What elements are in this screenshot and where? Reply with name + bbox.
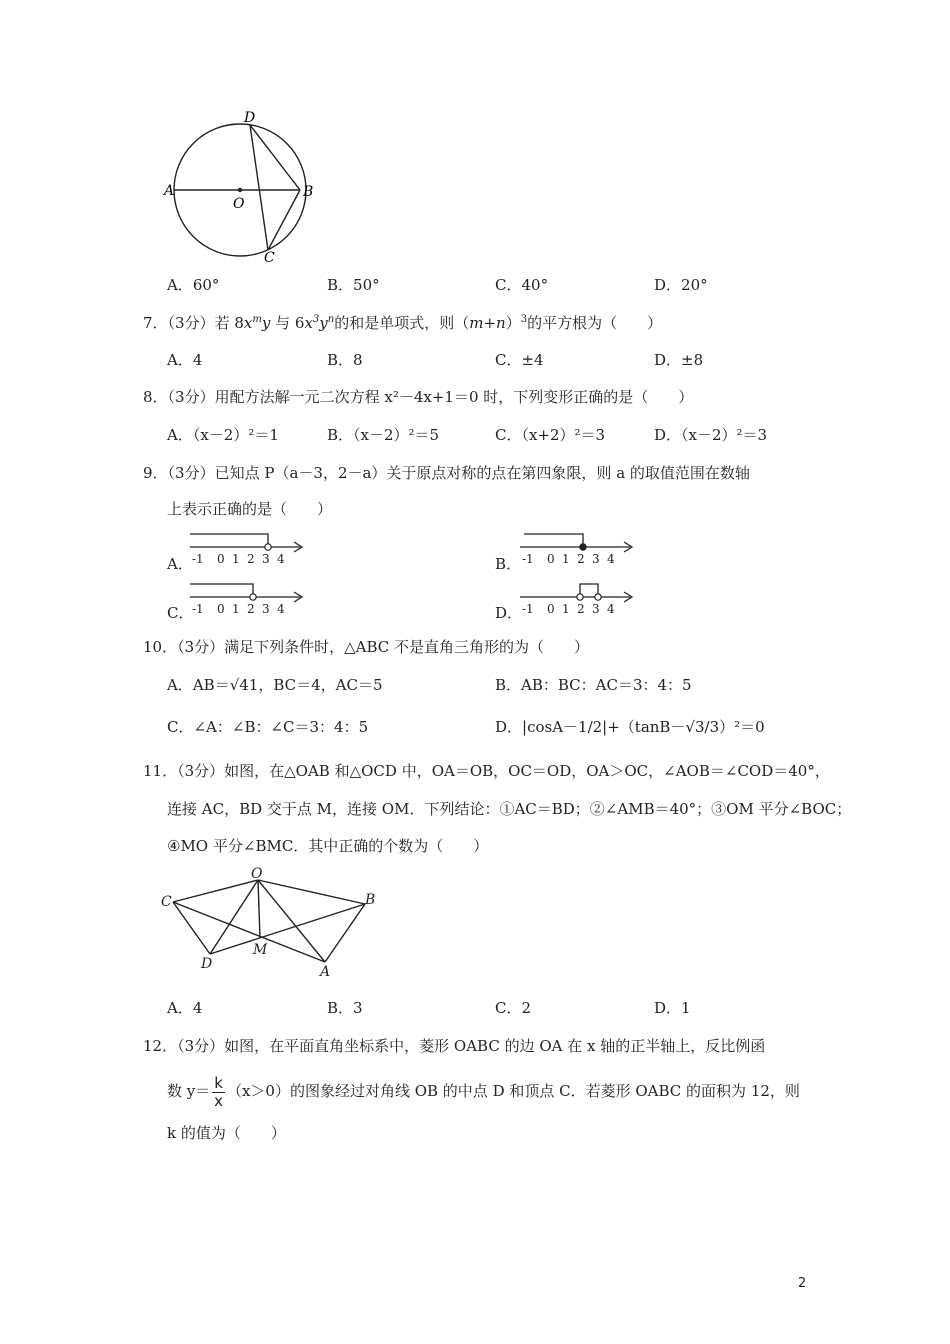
q9-stem-line1: 9．（3分）已知点 P（a－3，2－a）关于原点对称的点在第四象限，则 a 的取值范围在数轴 — [143, 464, 750, 482]
svg-text:3: 3 — [262, 602, 270, 616]
choice-a[interactable]: A．4 — [167, 351, 203, 369]
svg-text:4: 4 — [277, 552, 285, 566]
svg-text:-1: -1 — [522, 552, 534, 566]
label-D: D — [244, 110, 256, 126]
q7-stem: 7．（3分）若 $8x^my$ 与 $6x^3y^n$的和是单项式，则$(m+n)^3$的平方根为（ ） — [143, 314, 663, 332]
choice-c[interactable]: C．±4 — [495, 351, 544, 369]
svg-text:-1: -1 — [192, 552, 204, 566]
question-points: （3分） — [167, 464, 215, 482]
label-A: A — [320, 964, 331, 980]
choice-b[interactable]: B．3 — [327, 999, 363, 1017]
question-number: 12． — [143, 1037, 178, 1055]
choice-c[interactable]: C．2 — [495, 999, 532, 1017]
q11-stem-line1: 11．（3分）如图，在△OAB 和△OCD 中，OA＝OB，OC＝OD，OA＞OC，∠AOB＝∠COD＝40°， — [143, 762, 830, 780]
choice-b[interactable]: B．50° — [327, 276, 380, 294]
fraction: $\frac{k}{x}$ — [214, 1074, 224, 1110]
svg-text:4: 4 — [607, 552, 615, 566]
q8-stem — [143, 386, 693, 407]
choice-d[interactable]: D．|cosA－1/2|+（tanB－√3/3）²＝0 — [495, 718, 765, 736]
question-text: 满足下列条件时，△ABC 不是直角三角形的为（ ） — [224, 638, 590, 656]
page-number: 2 — [798, 1276, 807, 1291]
svg-text:2: 2 — [577, 552, 585, 566]
question-number: 7． — [143, 314, 168, 332]
svg-text:3: 3 — [592, 602, 600, 616]
number-line-b[interactable] — [516, 526, 641, 566]
choice-b[interactable]: B．（x－2）²＝5 — [327, 426, 440, 444]
svg-text:2: 2 — [577, 602, 585, 616]
label-D: D — [201, 956, 213, 972]
svg-text:-1: -1 — [522, 602, 534, 616]
choice-b[interactable]: B．8 — [327, 351, 363, 369]
q9-stem-line2: 上表示正确的是（ ） — [167, 500, 333, 518]
question-points: （3分） — [167, 314, 215, 332]
q9-choice-c-label[interactable]: C． — [167, 604, 194, 622]
svg-text:4: 4 — [607, 602, 615, 616]
number-line-c[interactable] — [186, 576, 311, 616]
choice-a[interactable]: A．（x－2）²＝1 — [167, 426, 279, 444]
svg-text:1: 1 — [562, 602, 570, 616]
question-points: （3分） — [177, 638, 225, 656]
q10-stem — [143, 636, 589, 657]
svg-text:3: 3 — [592, 552, 600, 566]
triangles-figure — [155, 862, 385, 982]
q12-stem-line3: k 的值为（ ） — [167, 1124, 286, 1142]
label-O: O — [233, 196, 245, 212]
svg-text:-1: -1 — [192, 602, 204, 616]
svg-text:1: 1 — [232, 602, 240, 616]
question-number: 8． — [143, 388, 168, 406]
choice-d[interactable]: D．20° — [654, 276, 708, 294]
svg-text:0: 0 — [547, 552, 555, 566]
chord-bc — [268, 190, 300, 250]
question-text: 用配方法解一元二次方程 x²－4x+1＝0 时，下列变形正确的是（ ） — [214, 388, 694, 406]
choice-d[interactable]: D．1 — [654, 999, 691, 1017]
choice-c[interactable]: C．（x+2）²＝3 — [495, 426, 606, 444]
choice-a[interactable]: A．4 — [167, 999, 203, 1017]
svg-text:1: 1 — [562, 552, 570, 566]
label-C: C — [264, 250, 275, 266]
q11-stem-line2: 连接 AC，BD 交于点 M，连接 OM．下列结论：①AC＝BD；②∠AMB＝40°；③OM 平分∠BOC； — [167, 800, 852, 818]
choice-b[interactable]: B．AB：BC：AC＝3：4：5 — [495, 676, 692, 694]
q12-stem-line1: 12．（3分）如图，在平面直角坐标系中，菱形 OABC 的边 OA 在 x 轴的正半轴上，反比例函 — [143, 1037, 766, 1055]
choice-d[interactable]: D．±8 — [654, 351, 704, 369]
question-number: 11． — [143, 762, 178, 780]
center-point — [238, 188, 242, 192]
choice-a[interactable]: A．60° — [167, 276, 220, 294]
label-A: A — [164, 183, 175, 199]
question-points: （3分） — [177, 1037, 225, 1055]
svg-text:1: 1 — [232, 552, 240, 566]
label-O: O — [251, 866, 263, 882]
label-B: B — [303, 184, 314, 200]
question-points: （3分） — [167, 388, 215, 406]
q12-stem-line2: 数 y＝ $\frac{k}{x}$ （x＞0）的图象经过对角线 OB 的中点 D 和顶点 C．若菱形 OABC 的面积为 12，则 — [167, 1074, 800, 1110]
number-line-a[interactable] — [186, 526, 311, 566]
q9-choice-d-label[interactable]: D． — [495, 604, 523, 622]
label-M: M — [253, 942, 268, 958]
choice-a[interactable]: A．AB＝√41，BC＝4，AC＝5 — [167, 676, 383, 694]
number-line-d[interactable] — [516, 576, 641, 616]
question-points: （3分） — [177, 762, 225, 780]
q11-stem-line3: ④MO 平分∠BMC．其中正确的个数为（ ） — [167, 837, 489, 855]
choice-c[interactable]: C．∠A：∠B：∠C＝3：4：5 — [167, 718, 369, 736]
svg-text:0: 0 — [217, 552, 225, 566]
label-C: C — [161, 894, 172, 910]
circle-figure — [160, 110, 330, 270]
svg-text:0: 0 — [547, 602, 555, 616]
svg-text:2: 2 — [247, 602, 255, 616]
svg-text:2: 2 — [247, 552, 255, 566]
q9-choice-b-label[interactable]: B． — [495, 555, 522, 573]
svg-text:3: 3 — [262, 552, 270, 566]
question-number: 10． — [143, 638, 178, 656]
question-number: 9． — [143, 464, 168, 482]
choice-c[interactable]: C．40° — [495, 276, 549, 294]
svg-text:4: 4 — [277, 602, 285, 616]
svg-text:0: 0 — [217, 602, 225, 616]
choice-d[interactable]: D．（x－2）²＝3 — [654, 426, 768, 444]
q9-choice-a-label[interactable]: A． — [167, 555, 193, 573]
label-B: B — [365, 892, 376, 908]
